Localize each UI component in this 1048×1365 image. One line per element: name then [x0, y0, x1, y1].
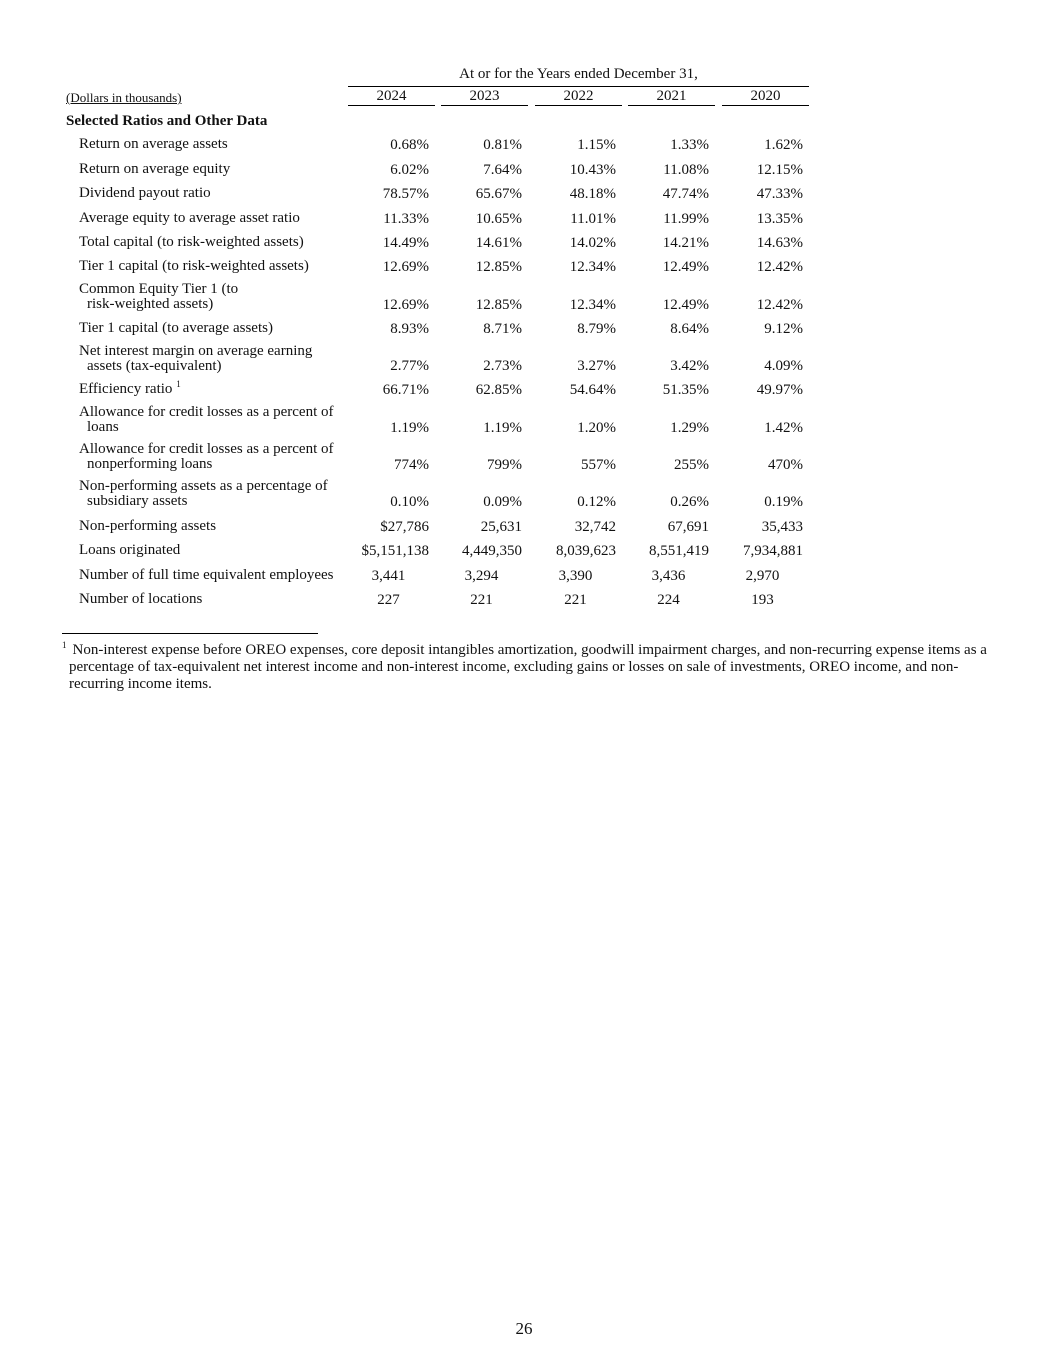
- table-cell: 32,742: [574, 519, 616, 535]
- table-cell: 65.67%: [475, 186, 522, 202]
- row-label-line: Net interest margin on average earning: [79, 343, 313, 359]
- row-label-line: Return on average assets: [79, 136, 228, 152]
- table-cell: 12.42%: [756, 297, 803, 313]
- table-cell: 11.99%: [663, 211, 709, 227]
- table-cell: 227: [377, 592, 400, 608]
- row-label: [79, 442, 333, 472]
- table-cell: 11.01%: [570, 211, 616, 227]
- row-label: [79, 321, 273, 336]
- table-cell: 78.57%: [382, 186, 429, 202]
- table-cell: 2,970: [745, 568, 780, 584]
- table-cell: 3,390: [558, 568, 593, 584]
- table-cell: $27,786: [380, 519, 429, 535]
- table-cell: 3.27%: [577, 358, 616, 374]
- row-label-line: assets (tax-equivalent): [87, 358, 222, 374]
- row-label-line: Number of locations: [79, 591, 203, 607]
- table-cell: 221: [470, 592, 493, 608]
- table-cell: 12.69%: [382, 297, 429, 313]
- year-header: 2022: [563, 88, 594, 104]
- table-cell: 2.77%: [390, 358, 429, 374]
- row-label-line: Tier 1 capital (to average assets): [79, 320, 273, 336]
- row-label: [79, 162, 230, 177]
- table-cell: 11.08%: [663, 162, 709, 178]
- footnote-reference: 1: [176, 379, 181, 389]
- table-cell: 7,934,881: [743, 543, 803, 559]
- row-label-line: Efficiency ratio: [79, 381, 173, 397]
- row-label-line: Common Equity Tier 1 (to: [79, 281, 239, 297]
- row-label: [79, 282, 238, 312]
- table-cell: 224: [657, 592, 680, 608]
- table-cell: 193: [751, 592, 774, 608]
- row-label-line: Allowance for credit losses as a percent of: [79, 404, 334, 420]
- table-cell: 0.12%: [577, 494, 616, 510]
- table-cell: 12.15%: [756, 162, 803, 178]
- table-cell: 0.26%: [670, 494, 709, 510]
- table-cell: 14.61%: [475, 235, 522, 251]
- footnote-rule: [62, 633, 318, 634]
- year-header: 2023: [469, 88, 500, 104]
- table-cell: 54.64%: [569, 382, 616, 398]
- row-label: [79, 379, 181, 397]
- table-cell: 0.68%: [390, 137, 429, 153]
- table-cell: $5,151,138: [361, 543, 429, 559]
- year-header-rule: [628, 105, 715, 106]
- table-cell: 12.34%: [569, 297, 616, 313]
- table-cell: 14.02%: [569, 235, 616, 251]
- table-cell: 0.81%: [483, 137, 522, 153]
- row-label-line: Return on average equity: [79, 161, 231, 177]
- column-group-header: At or for the Years ended December 31,: [459, 66, 698, 82]
- row-label-line: Tier 1 capital (to risk-weighted assets): [79, 258, 309, 274]
- row-label: [79, 259, 309, 274]
- table-cell: 3,294: [464, 568, 499, 584]
- table-cell: 66.71%: [382, 382, 429, 398]
- table-cell: 12.42%: [756, 259, 803, 275]
- table-cell: 799%: [487, 457, 522, 473]
- units-label: (Dollars in thousands): [66, 90, 182, 105]
- table-cell: 47.74%: [662, 186, 709, 202]
- table-cell: 221: [564, 592, 587, 608]
- row-label: [79, 479, 328, 509]
- table-cell: 12.49%: [662, 297, 709, 313]
- row-label: [79, 543, 180, 558]
- table-cell: 1.19%: [390, 420, 429, 436]
- table-cell: 62.85%: [475, 382, 522, 398]
- table-cell: 1.29%: [670, 420, 709, 436]
- year-header-rule: [722, 105, 809, 106]
- table-cell: 13.35%: [756, 211, 803, 227]
- row-label-line: Total capital (to risk-weighted assets): [79, 234, 304, 250]
- table-cell: 0.10%: [390, 494, 429, 510]
- table-cell: 1.62%: [764, 137, 803, 153]
- table-cell: 8,039,623: [556, 543, 616, 559]
- table-cell: 11.33%: [383, 211, 429, 227]
- row-label-line: nonperforming loans: [87, 456, 213, 472]
- table-cell: 8.93%: [390, 321, 429, 337]
- table-cell: 1.19%: [483, 420, 522, 436]
- row-label-line: subsidiary assets: [87, 493, 188, 509]
- table-cell: 14.63%: [756, 235, 803, 251]
- table-cell: 0.19%: [764, 494, 803, 510]
- table-cell: 470%: [768, 457, 803, 473]
- table-cell: 12.85%: [475, 297, 522, 313]
- table-cell: 1.42%: [764, 420, 803, 436]
- table-cell: 4,449,350: [462, 543, 522, 559]
- row-label-line: Dividend payout ratio: [79, 185, 211, 201]
- table-cell: 25,631: [480, 519, 522, 535]
- row-label-line: Average equity to average asset ratio: [79, 210, 300, 226]
- row-label-line: risk-weighted assets): [87, 296, 214, 312]
- table-cell: 47.33%: [756, 186, 803, 202]
- row-label-line: Non-performing assets: [79, 518, 217, 534]
- table-cell: 9.12%: [764, 321, 803, 337]
- table-cell: 3,441: [371, 568, 406, 584]
- footnote-marker: 1: [62, 640, 67, 650]
- table-cell: 0.09%: [483, 494, 522, 510]
- row-label: [79, 344, 312, 374]
- row-label: [79, 137, 228, 152]
- table-cell: 14.21%: [662, 235, 709, 251]
- table-cell: 12.34%: [569, 259, 616, 275]
- row-label: [79, 568, 334, 583]
- table-cell: 557%: [581, 457, 616, 473]
- year-header-rule: [348, 105, 435, 106]
- table-cell: 10.43%: [569, 162, 616, 178]
- table-cell: 3,436: [651, 568, 686, 584]
- table-cell: 2.73%: [483, 358, 522, 374]
- table-cell: 51.35%: [662, 382, 709, 398]
- row-label-line: Allowance for credit losses as a percent of: [79, 441, 334, 457]
- section-title: Selected Ratios and Other Data: [66, 113, 268, 129]
- year-header: 2020: [750, 88, 781, 104]
- footnote-text: Non-interest expense before OREO expenses, core deposit intangibles amortization, goodwill impairment charges, and non-recurring expense items as a percentage of tax-equivalent net interest income and non-interest income, excluding gains or losses on sale of investments, OREO income, and non-recurring income items.: [69, 642, 987, 692]
- row-label-line: Non-performing assets as a percentage of: [79, 478, 328, 494]
- row-label: [79, 186, 211, 201]
- table-cell: 12.69%: [382, 259, 429, 275]
- table-cell: 1.20%: [577, 420, 616, 436]
- footnote: [62, 642, 992, 693]
- table-cell: 8.79%: [577, 321, 616, 337]
- table-cell: 12.49%: [662, 259, 709, 275]
- table-cell: 35,433: [761, 519, 803, 535]
- table-cell: 49.97%: [756, 382, 803, 398]
- table-cell: 12.85%: [475, 259, 522, 275]
- table-cell: 1.33%: [670, 137, 709, 153]
- table-cell: 8,551,419: [649, 543, 709, 559]
- table-cell: 14.49%: [382, 235, 429, 251]
- row-label: [79, 405, 333, 435]
- year-header-rule: [535, 105, 622, 106]
- year-header: 2024: [376, 88, 407, 104]
- table-cell: 48.18%: [569, 186, 616, 202]
- table-cell: 8.64%: [670, 321, 709, 337]
- page-number: 26: [515, 1319, 533, 1338]
- row-label-line: Loans originated: [79, 542, 181, 558]
- table-cell: 7.64%: [483, 162, 522, 178]
- table-cell: 10.65%: [475, 211, 522, 227]
- year-header: 2021: [656, 88, 687, 104]
- row-label: [79, 592, 202, 607]
- table-cell: 3.42%: [670, 358, 709, 374]
- row-label: [79, 519, 216, 534]
- table-cell: 6.02%: [390, 162, 429, 178]
- column-group-rule: [348, 86, 809, 87]
- table-cell: 1.15%: [577, 137, 616, 153]
- table-cell: 774%: [394, 457, 429, 473]
- table-cell: 67,691: [667, 519, 709, 535]
- row-label: [79, 211, 300, 226]
- row-label-line: Number of full time equivalent employees: [79, 567, 334, 583]
- year-header-rule: [441, 105, 528, 106]
- row-label-line: loans: [87, 419, 119, 435]
- row-label: [79, 235, 304, 250]
- table-cell: 8.71%: [483, 321, 522, 337]
- table-cell: 255%: [674, 457, 709, 473]
- table-cell: 4.09%: [764, 358, 803, 374]
